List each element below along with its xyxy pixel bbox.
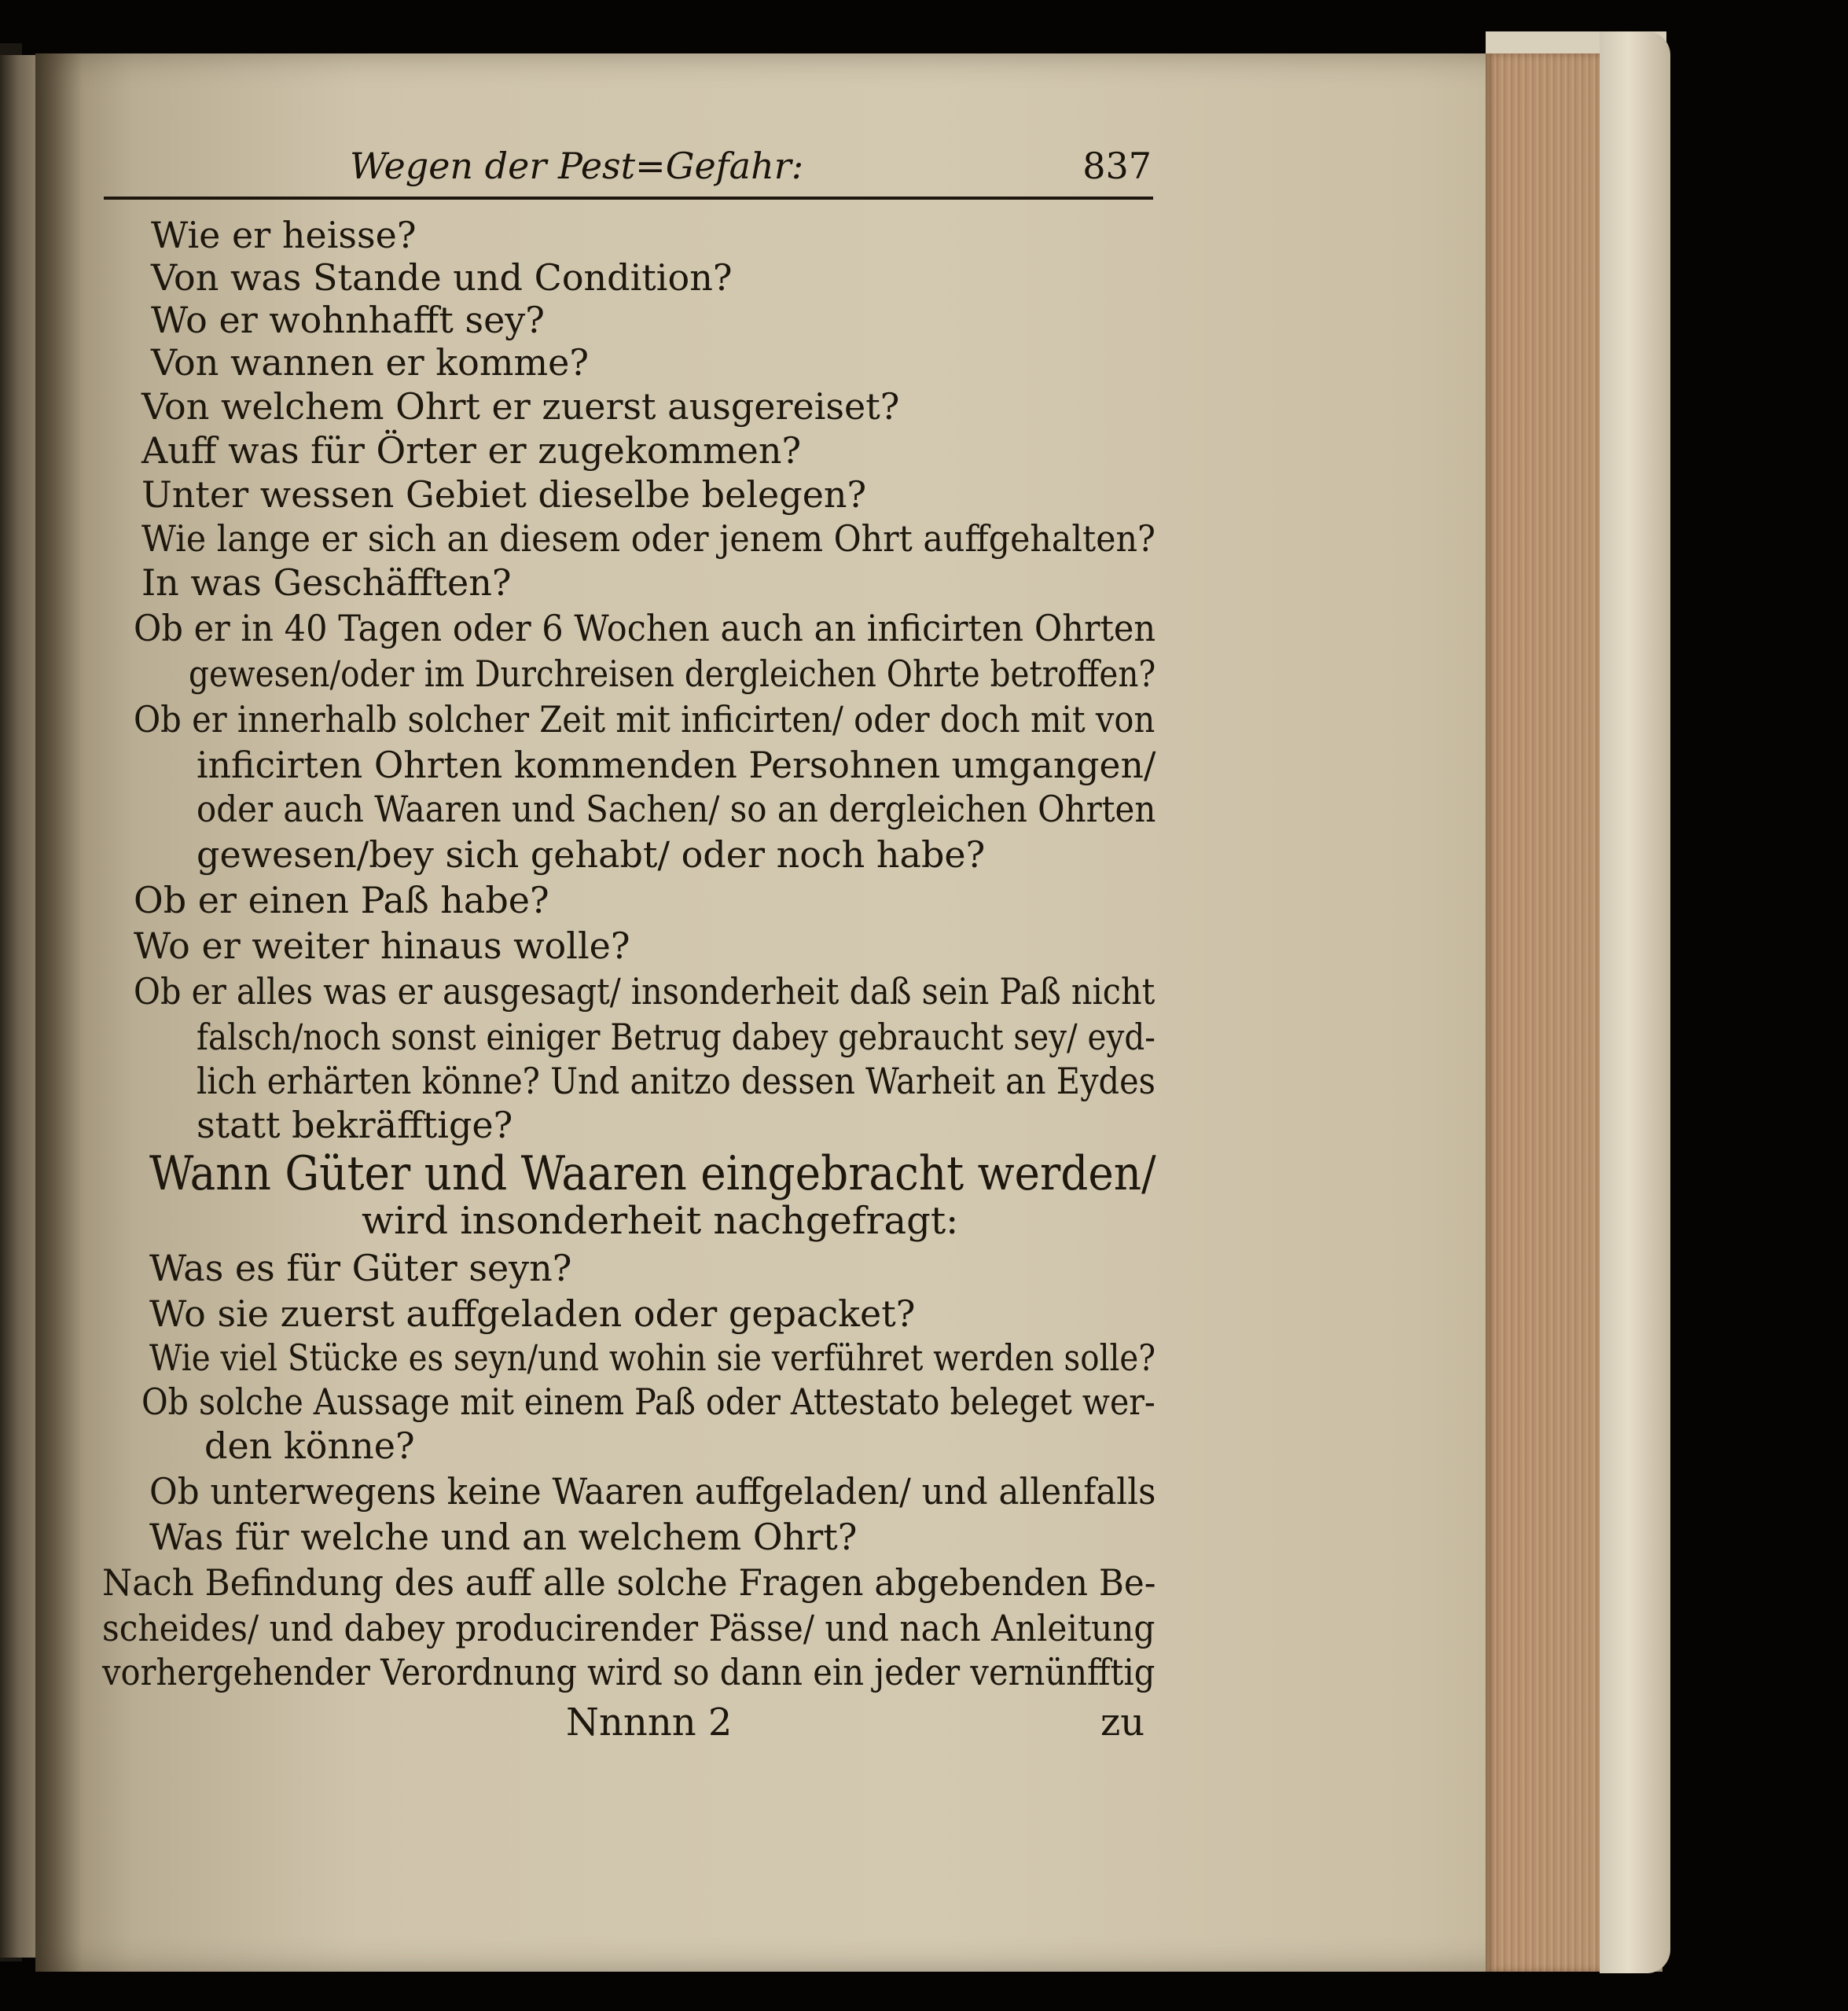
book-cover-right xyxy=(1600,31,1670,1973)
section-heading: Wann Güter und Waaren eingebracht werden/ xyxy=(149,1146,1156,1201)
text-line: Ob unterwegens keine Waaren auffgeladen/ und allenfalls xyxy=(149,1470,1156,1513)
text-line: Ob er innerhalb solcher Zeit mit inficirten/ oder doch mit von xyxy=(134,698,1155,741)
text-line: Von was Stande und Condition? xyxy=(151,256,733,299)
text-line: In was Geschäfften? xyxy=(141,561,512,604)
running-title: Wegen der Pest=Gefahr: xyxy=(350,145,804,187)
text-line: scheides/ und dabey producirender Pässe/ und nach Anleitung xyxy=(102,1607,1155,1649)
catchword: zu xyxy=(1100,1700,1145,1744)
text-line: gewesen/bey sich gehabt/ oder noch habe? xyxy=(197,833,986,876)
text-line: gewesen/oder im Durchreisen dergleichen Ohrte betroffen? xyxy=(189,653,1156,695)
gutter-shadow xyxy=(35,53,83,1972)
header-rule xyxy=(104,197,1153,200)
text-line: Wie lange er sich an diesem oder jenem Ohrt auffgehalten? xyxy=(141,517,1155,560)
text-line: Unter wessen Gebiet dieselbe belegen? xyxy=(141,473,867,516)
text-line: Wo er wohnhafft sey? xyxy=(151,299,545,341)
page-header xyxy=(350,145,1152,201)
signature-mark: Nnnnn 2 xyxy=(566,1700,733,1744)
text-line: Was für welche und an welchem Ohrt? xyxy=(149,1516,858,1558)
text-line: Nach Befindung des auff alle solche Fragen abgebenden Be- xyxy=(102,1561,1156,1604)
text-line: den könne? xyxy=(204,1425,415,1467)
text-line: Ob solche Aussage mit einem Paß oder Attestato beleget wer- xyxy=(141,1380,1155,1423)
text-line: inficirten Ohrten kommenden Persohnen umgangen/ xyxy=(197,744,1156,786)
page-fore-edge xyxy=(1486,53,1600,1972)
text-line: Ob er in 40 Tagen oder 6 Wochen auch an inficirten Ohrten xyxy=(134,607,1156,649)
text-line: Auff was für Örter er zugekommen? xyxy=(141,429,802,472)
text-line: falsch/noch sonst einiger Betrug dabey gebraucht sey/ eyd- xyxy=(197,1016,1155,1058)
text-line: lich erhärten könne? Und anitzo dessen Warheit an Eydes xyxy=(197,1060,1155,1102)
text-line: Wo sie zuerst auffgeladen oder gepacket? xyxy=(149,1292,916,1335)
text-line: Ob er alles was er ausgesagt/ insonderheit daß sein Paß nicht xyxy=(134,970,1155,1013)
text-line: Was es für Güter seyn? xyxy=(149,1247,572,1289)
text-line: Ob er einen Paß habe? xyxy=(134,879,549,921)
text-line: Von welchem Ohrt er zuerst ausgereiset? xyxy=(141,385,900,428)
text-line: vorhergehender Verordnung wird so dann ein jeder vernünfftig xyxy=(102,1651,1155,1693)
section-subheading: wird insonderheit nachgefragt: xyxy=(362,1199,959,1243)
text-line: oder auch Waaren und Sachen/ so an dergleichen Ohrten xyxy=(197,788,1156,830)
text-line: Wie er heisse? xyxy=(151,214,417,256)
text-line: statt bekräfftige? xyxy=(197,1104,513,1146)
text-line: Wo er weiter hinaus wolle? xyxy=(134,925,630,967)
text-line: Von wannen er komme? xyxy=(151,341,589,384)
page-number: 837 xyxy=(1082,145,1152,187)
text-line: Wie viel Stücke es seyn/und wohin sie verführet werden solle? xyxy=(149,1336,1155,1379)
